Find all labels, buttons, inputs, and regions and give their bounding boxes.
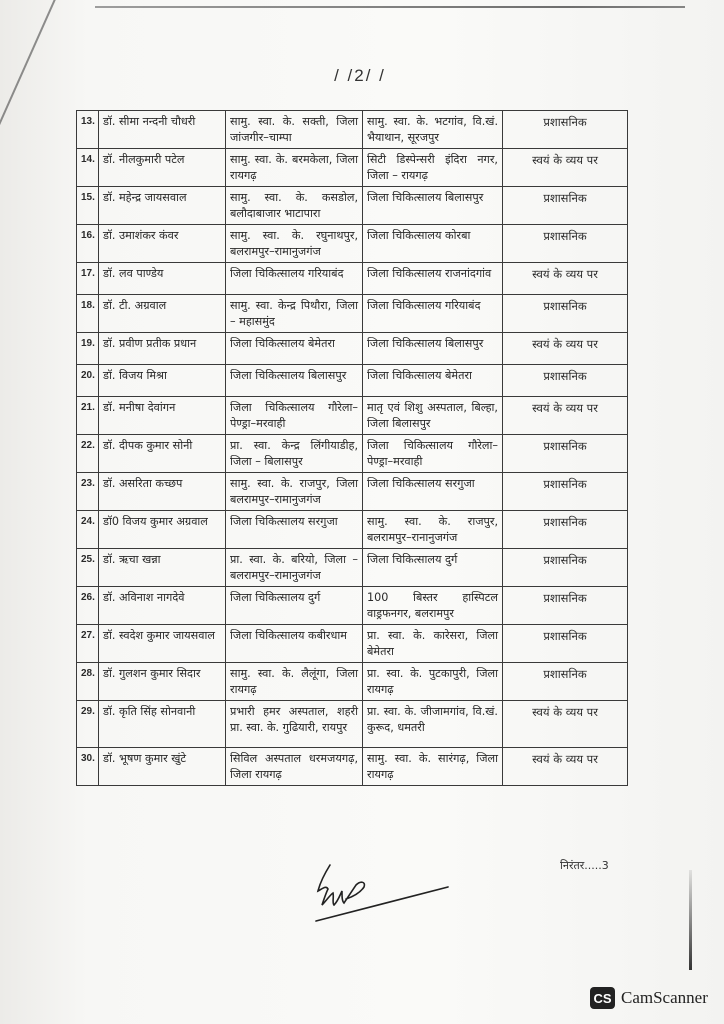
new-posting-cell: जिला चिकित्सालय दुर्ग	[363, 549, 503, 587]
camscanner-watermark	[590, 987, 708, 1009]
serial-number-cell: 15.	[77, 187, 99, 225]
new-posting-cell: जिला चिकित्सालय बिलासपुर	[363, 187, 503, 225]
new-posting-cell: प्रा. स्वा. के. जीजामगांव, वि.खं. कुरूद, धमतरी	[363, 701, 503, 748]
new-posting-cell: जिला चिकित्सालय बेमेतरा	[363, 365, 503, 397]
current-posting-cell: सामु. स्वा. के. सक्ती, जिला जांजगीर–चाम्पा	[226, 111, 363, 149]
transfer-type-cell: स्वयं के व्यय पर	[503, 701, 628, 748]
table-row	[77, 473, 628, 511]
doctor-name-cell: डॉ. महेन्द्र जायसवाल	[99, 187, 226, 225]
doctor-name-cell: डॉ. दीपक कुमार सोनी	[99, 435, 226, 473]
paper-fold-line	[0, 0, 60, 201]
current-posting-cell: सामु. स्वा. के. लैलूंगा, जिला रायगढ़	[226, 663, 363, 701]
serial-number-cell: 20.	[77, 365, 99, 397]
new-posting-cell: प्रा. स्वा. के. कारेसरा, जिला बेमेतरा	[363, 625, 503, 663]
new-posting-cell: सामु. स्वा. के. राजपुर, बलरामपुर–रानानुजगंज	[363, 511, 503, 549]
new-posting-cell: जिला चिकित्सालय बिलासपुर	[363, 333, 503, 365]
transfer-type-cell: स्वयं के व्यय पर	[503, 397, 628, 435]
page-number: / /2/ /	[334, 66, 386, 85]
current-posting-cell: जिला चिकित्सालय कबीरधाम	[226, 625, 363, 663]
table-row	[77, 701, 628, 748]
current-posting-cell: जिला चिकित्सालय सरगुजा	[226, 511, 363, 549]
serial-number-cell: 19.	[77, 333, 99, 365]
new-posting-cell: सामु. स्वा. के. भटगांव, वि.खं. भैयाथान, सूरजपुर	[363, 111, 503, 149]
transfer-type-cell: प्रशासनिक	[503, 365, 628, 397]
current-posting-cell: जिला चिकित्सालय गरियाबंद	[226, 263, 363, 295]
serial-number-cell: 22.	[77, 435, 99, 473]
doctor-name-cell: डॉ. गुलशन कुमार सिदार	[99, 663, 226, 701]
doctor-name-cell: डॉ. लव पाण्डेय	[99, 263, 226, 295]
table-row	[77, 111, 628, 149]
transfer-type-cell: प्रशासनिक	[503, 625, 628, 663]
transfer-type-cell: स्वयं के व्यय पर	[503, 149, 628, 187]
serial-number-cell: 13.	[77, 111, 99, 149]
new-posting-cell: सामु. स्वा. के. सारंगढ़, जिला रायगढ़	[363, 748, 503, 786]
serial-number-cell: 25.	[77, 549, 99, 587]
scan-edge-mark	[689, 870, 692, 970]
transfer-type-cell: प्रशासनिक	[503, 295, 628, 333]
transfer-type-cell: प्रशासनिक	[503, 549, 628, 587]
camscanner-label: CamScanner	[621, 988, 708, 1007]
table-row	[77, 663, 628, 701]
current-posting-cell: सामु. स्वा. केन्द्र पिथौरा, जिला – महासमुंद	[226, 295, 363, 333]
doctor-name-cell: डॉ. असरिता कच्छप	[99, 473, 226, 511]
current-posting-cell: जिला चिकित्सालय बिलासपुर	[226, 365, 363, 397]
new-posting-cell: जिला चिकित्सालय सरगुजा	[363, 473, 503, 511]
new-posting-cell: प्रा. स्वा. के. पुटकापुरी, जिला रायगढ़	[363, 663, 503, 701]
table-row	[77, 748, 628, 786]
doctor-name-cell: डॉ. मनीषा देवांगन	[99, 397, 226, 435]
serial-number-cell: 17.	[77, 263, 99, 295]
current-posting-cell: प्रभारी हमर अस्पताल, शहरी प्रा. स्वा. के. गुढियारी, रायपुर	[226, 701, 363, 748]
transfer-type-cell: स्वयं के व्यय पर	[503, 263, 628, 295]
transfer-type-cell: स्वयं के व्यय पर	[503, 333, 628, 365]
transfer-type-cell: प्रशासनिक	[503, 187, 628, 225]
table-row	[77, 397, 628, 435]
doctor-name-cell: डॉ. नीलकुमारी पटेल	[99, 149, 226, 187]
new-posting-cell: मातृ एवं शिशु अस्पताल, बिल्हा, जिला बिलासपुर	[363, 397, 503, 435]
doctor-name-cell: डॉ. अविनाश नागदेवे	[99, 587, 226, 625]
doctor-name-cell: डॉ. प्रवीण प्रतीक प्रधान	[99, 333, 226, 365]
new-posting-cell: जिला चिकित्सालय राजनांदगांव	[363, 263, 503, 295]
serial-number-cell: 26.	[77, 587, 99, 625]
current-posting-cell: प्रा. स्वा. केन्द्र लिंगीयाडीह, जिला – बिलासपुर	[226, 435, 363, 473]
transfer-type-cell: प्रशासनिक	[503, 225, 628, 263]
table-row	[77, 225, 628, 263]
transfer-type-cell: स्वयं के व्यय पर	[503, 748, 628, 786]
doctor-name-cell: डॉ0 विजय कुमार अग्रवाल	[99, 511, 226, 549]
camscanner-logo-icon: CS	[590, 987, 615, 1009]
current-posting-cell: सामु. स्वा. के. रघुनाथपुर, बलरामपुर–रामानुजगंज	[226, 225, 363, 263]
new-posting-cell: जिला चिकित्सालय गौरेला–पेण्ड्रा–मरवाही	[363, 435, 503, 473]
transfer-type-cell: प्रशासनिक	[503, 587, 628, 625]
transfer-table	[76, 110, 628, 786]
table-row	[77, 625, 628, 663]
continued-note: निरंतर.....3	[560, 859, 609, 872]
serial-number-cell: 21.	[77, 397, 99, 435]
new-posting-cell: जिला चिकित्सालय कोरबा	[363, 225, 503, 263]
table-row	[77, 435, 628, 473]
current-posting-cell: सिविल अस्पताल धरमजयगढ़, जिला रायगढ़	[226, 748, 363, 786]
doctor-name-cell: डॉ. विजय मिश्रा	[99, 365, 226, 397]
current-posting-cell: सामु. स्वा. के. बरमकेला, जिला रायगढ़	[226, 149, 363, 187]
serial-number-cell: 24.	[77, 511, 99, 549]
serial-number-cell: 30.	[77, 748, 99, 786]
doctor-name-cell: डॉ. कृति सिंह सोनवानी	[99, 701, 226, 748]
serial-number-cell: 16.	[77, 225, 99, 263]
serial-number-cell: 28.	[77, 663, 99, 701]
table-row	[77, 365, 628, 397]
serial-number-cell: 14.	[77, 149, 99, 187]
serial-number-cell: 27.	[77, 625, 99, 663]
serial-number-cell: 23.	[77, 473, 99, 511]
doctor-name-cell: डॉ. भूषण कुमार खुंटे	[99, 748, 226, 786]
table-row	[77, 333, 628, 365]
new-posting-cell: 100 बिस्तर हास्पिटल वाड्रफनगर, बलरामपुर	[363, 587, 503, 625]
transfer-type-cell: प्रशासनिक	[503, 473, 628, 511]
doctor-name-cell: डॉ. ऋचा खन्ना	[99, 549, 226, 587]
table-row	[77, 511, 628, 549]
doctor-name-cell: डॉ. सीमा नन्दनी चौधरी	[99, 111, 226, 149]
current-posting-cell: सामु. स्वा. के. कसडोल, बलौदाबाजार भाटापारा	[226, 187, 363, 225]
serial-number-cell: 18.	[77, 295, 99, 333]
signature	[300, 855, 450, 935]
table-row	[77, 263, 628, 295]
transfer-type-cell: प्रशासनिक	[503, 663, 628, 701]
transfer-type-cell: प्रशासनिक	[503, 511, 628, 549]
current-posting-cell: जिला चिकित्सालय बेमेतरा	[226, 333, 363, 365]
doctor-name-cell: डॉ. टी. अग्रवाल	[99, 295, 226, 333]
doctor-name-cell: डॉ. स्वदेश कुमार जायसवाल	[99, 625, 226, 663]
new-posting-cell: सिटी डिस्पेन्सरी इंदिरा नगर, जिला – रायगढ़	[363, 149, 503, 187]
paper-edge-line	[95, 6, 685, 8]
table-row	[77, 149, 628, 187]
serial-number-cell: 29.	[77, 701, 99, 748]
current-posting-cell: जिला चिकित्सालय दुर्ग	[226, 587, 363, 625]
doctor-name-cell: डॉ. उमाशंकर कंवर	[99, 225, 226, 263]
current-posting-cell: सामु. स्वा. के. राजपुर, जिला बलरामपुर–रामानुजगंज	[226, 473, 363, 511]
table-row	[77, 587, 628, 625]
table-row	[77, 295, 628, 333]
table-row	[77, 549, 628, 587]
new-posting-cell: जिला चिकित्सालय गरियाबंद	[363, 295, 503, 333]
transfer-type-cell: प्रशासनिक	[503, 111, 628, 149]
current-posting-cell: प्रा. स्वा. के. बरियो, जिला – बलरामपुर–रामानुजगंज	[226, 549, 363, 587]
current-posting-cell: जिला चिकित्सालय गौरेला–पेण्ड्रा–मरवाही	[226, 397, 363, 435]
table-row	[77, 187, 628, 225]
transfer-type-cell: प्रशासनिक	[503, 435, 628, 473]
